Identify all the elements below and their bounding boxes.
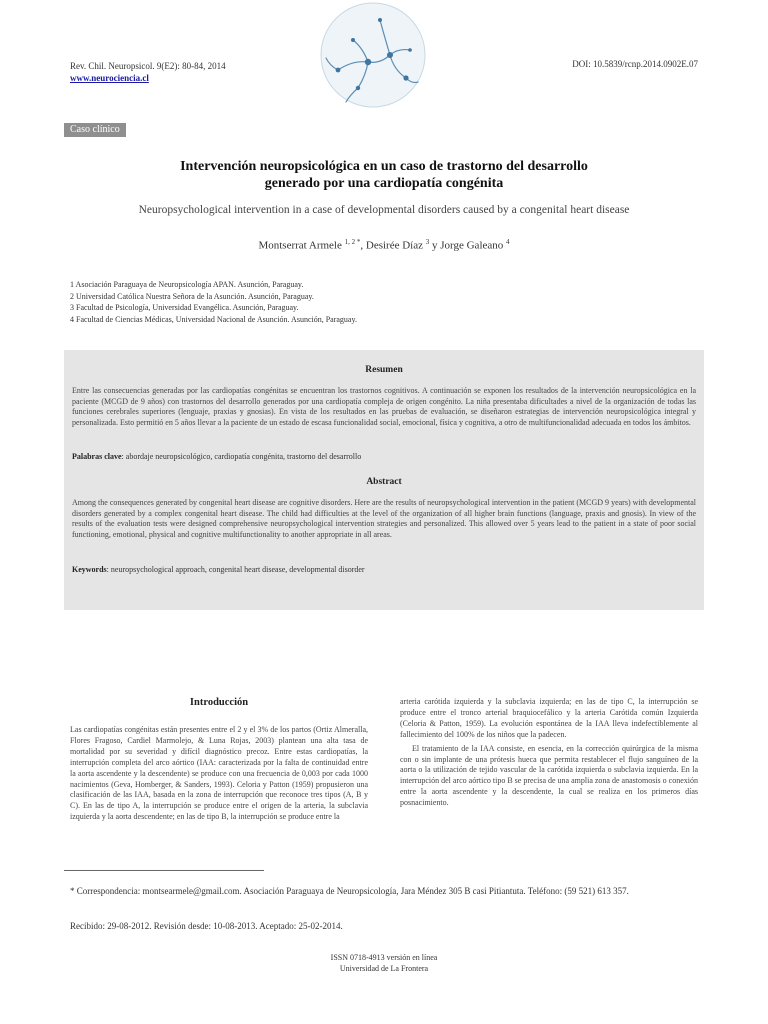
author-2-sup: 3 xyxy=(425,238,430,246)
abstract-keywords xyxy=(72,565,696,575)
introduccion-col2 xyxy=(400,697,698,809)
author-sep-1: , Desirée Díaz xyxy=(360,239,423,252)
introduccion-col2-p2: El tratamiento de la IAA consiste, en esencia, en la corrección quirúrgica de la misma con o sin implante de una prótesis hueca que permita restablecer el flujo sanguíneo de la aorta o la utilización de tejido vascular de la carótida izquierda o subclavia izquierda. En la interrupción del arco aórtico tipo B se precisa de una amplia zona de anastomosis o conexión entre la aorta ascendente y la descendente, la cual se realiza en los primeros días posnacimiento. xyxy=(400,743,698,808)
abstract-box xyxy=(64,350,704,610)
article-title xyxy=(100,158,668,192)
affiliation-4: 4 Facultad de Ciencias Médicas, Universidad Nacional de Asunción. Asunción, Paraguay. xyxy=(70,314,357,324)
journal-logo-neuron-graphic xyxy=(318,0,428,115)
affiliation-1: 1 Asociación Paraguaya de Neuropsicología APAN. Asunción, Paraguay. xyxy=(70,280,304,289)
abstract-keywords-label: Keywords xyxy=(72,565,107,574)
introduccion-heading: Introducción xyxy=(189,697,249,708)
resumen-keywords xyxy=(72,452,696,462)
doi: DOI: 10.5839/rcnp.2014.0902E.07 xyxy=(572,59,698,69)
authors xyxy=(60,238,708,252)
correspondence-footnote: * Correspondencia: montsearmele@gmail.com. Asociación Paraguaya de Neuropsicología, Jara Méndez 305 B casi Pitiantuta. Teléfono: (59 521) 613 357. xyxy=(70,886,629,896)
resumen-text: Entre las consecuencias generadas por las cardiopatías congénitas se encuentran los trastornos cognitivos. A continuación se exponen los resultados de la intervención neuropsicológica en la paciente (MCGD de 9 años) con trastornos del desarrollo generados por una cardiopatía compleja de origen congénito. La niña presentaba dificultades a nivel de la organización de todas las funciones cerebrales superiores (lenguaje, praxias y gnosias). En vista de los resultados en las pruebas de evaluación, se diseñaron estrategias de intervención neuropsicológica integral y personalizada. Esto permitió en 5 años llevar a la paciente de un estado de escasa funcionalidad social, emocional, física y cognitiva, a otro de multifuncionalidad adecuada en todos los ámbitos. xyxy=(72,386,696,427)
affiliation-2: 2 Universidad Católica Nuestra Señora de la Asunción. Asunción, Paraguay. xyxy=(70,291,314,301)
introduccion-col1: Las cardiopatías congénitas están presentes entre el 2 y el 3% de los partos (Ortiz Almeralla, Flores Fragoso, Cardiel Marmolejo, & Luna Rojas, 2003) plantean una alta tasa de mortalidad por su severidad y difícil diagnóstico precoz. Entre estas cardiopatías, la interrupción completa del arco aórtico (IAA: caracterizada por la falta de continuidad entre la aorta ascendente y la descendente) se produce con una frecuencia de 0,003 por cada 1000 nacimientos (Geva, Homberger, & Sanders, 1993). Celoria y Patton (1959) propusieron una clasificación de las IAA, basada en la zona de interrupción que reconoce tres tipos (A, B y C). En las de tipo A, la interrupción se produce entre el origen de la arteria, la subclavia izquierda y la aorta descendente; en las de tipo B, la interrupción se produce entre la xyxy=(70,725,368,822)
section-badge: Caso clínico xyxy=(64,123,126,137)
abstract-keywords-text: : neuropsychological approach, congenital heart disease, developmental disorder xyxy=(106,565,365,574)
journal-line: Rev. Chil. Neuropsicol. 9(E2): 80-84, 2014 xyxy=(70,61,226,71)
journal-url-link[interactable]: www.neurociencia.cl xyxy=(70,73,149,83)
affiliations xyxy=(70,279,357,325)
article-subtitle: Neuropsychological intervention in a case of developmental disorders caused by a congenital heart disease xyxy=(138,204,630,216)
publisher-line: Universidad de La Frontera xyxy=(339,963,429,973)
author-1-sup: 1, 2 * xyxy=(344,238,361,246)
author-sep-2: y Jorge Galeano xyxy=(429,239,504,252)
author-1: Montserrat Armele xyxy=(258,239,342,252)
abstract-heading: Abstract xyxy=(366,477,402,487)
received-dates: Recibido: 29-08-2012. Revisión desde: 10-08-2013. Aceptado: 25-02-2014. xyxy=(70,921,343,931)
resumen-heading: Resumen xyxy=(365,365,403,375)
article-title-line2: generado por una cardiopatía congénita xyxy=(264,176,504,191)
article-title-line1: Intervención neuropsicológica en un caso de trastorno del desarrollo xyxy=(180,159,588,174)
author-3-sup: 4 xyxy=(506,238,510,246)
issn-line: ISSN 0718-4913 versión en línea xyxy=(330,953,438,962)
resumen-keywords-text: : abordaje neuropsicológico, cardiopatía congénita, trastorno del desarrollo xyxy=(121,452,362,461)
affiliation-3: 3 Facultad de Psicología, Universidad Evangélica. Asunción, Paraguay. xyxy=(70,303,299,312)
journal-citation xyxy=(70,60,226,84)
abstract-text: Among the consequences generated by congenital heart disease are cognitive disorders. Here are the results of neuropsychological intervention in the patient (MCGD 9 years) with developmental disorders generated by a complex congenital heart disease. The child had difficulties at the level of the organization of all higher brain functions (language, praxis and gnosis). In view of the results of the evaluation tests were designed comprehensive neuropsychological intervention strategies and personalized. This allowed over 5 years lead to the patient in a state of poor social functioning, emotional, physical and cognitive multifunctionality to another appropriate in all areas. xyxy=(72,498,696,539)
introduccion-col2-p1: arteria carótida izquierda y la subclavia izquierda; en las de tipo C, la interrupción se produce entre el tronco arterial braquiocefálico y la arteria Carótida común Izquierda (Celoria & Patton, 1959). La evolución espontánea de la IAA lleva indefectiblemente al fallecimiento del 100% de los niños que la padecen. xyxy=(400,697,698,739)
resumen-keywords-label: Palabras clave xyxy=(72,452,122,461)
issn-block xyxy=(260,953,508,974)
footnote-divider xyxy=(64,870,264,871)
